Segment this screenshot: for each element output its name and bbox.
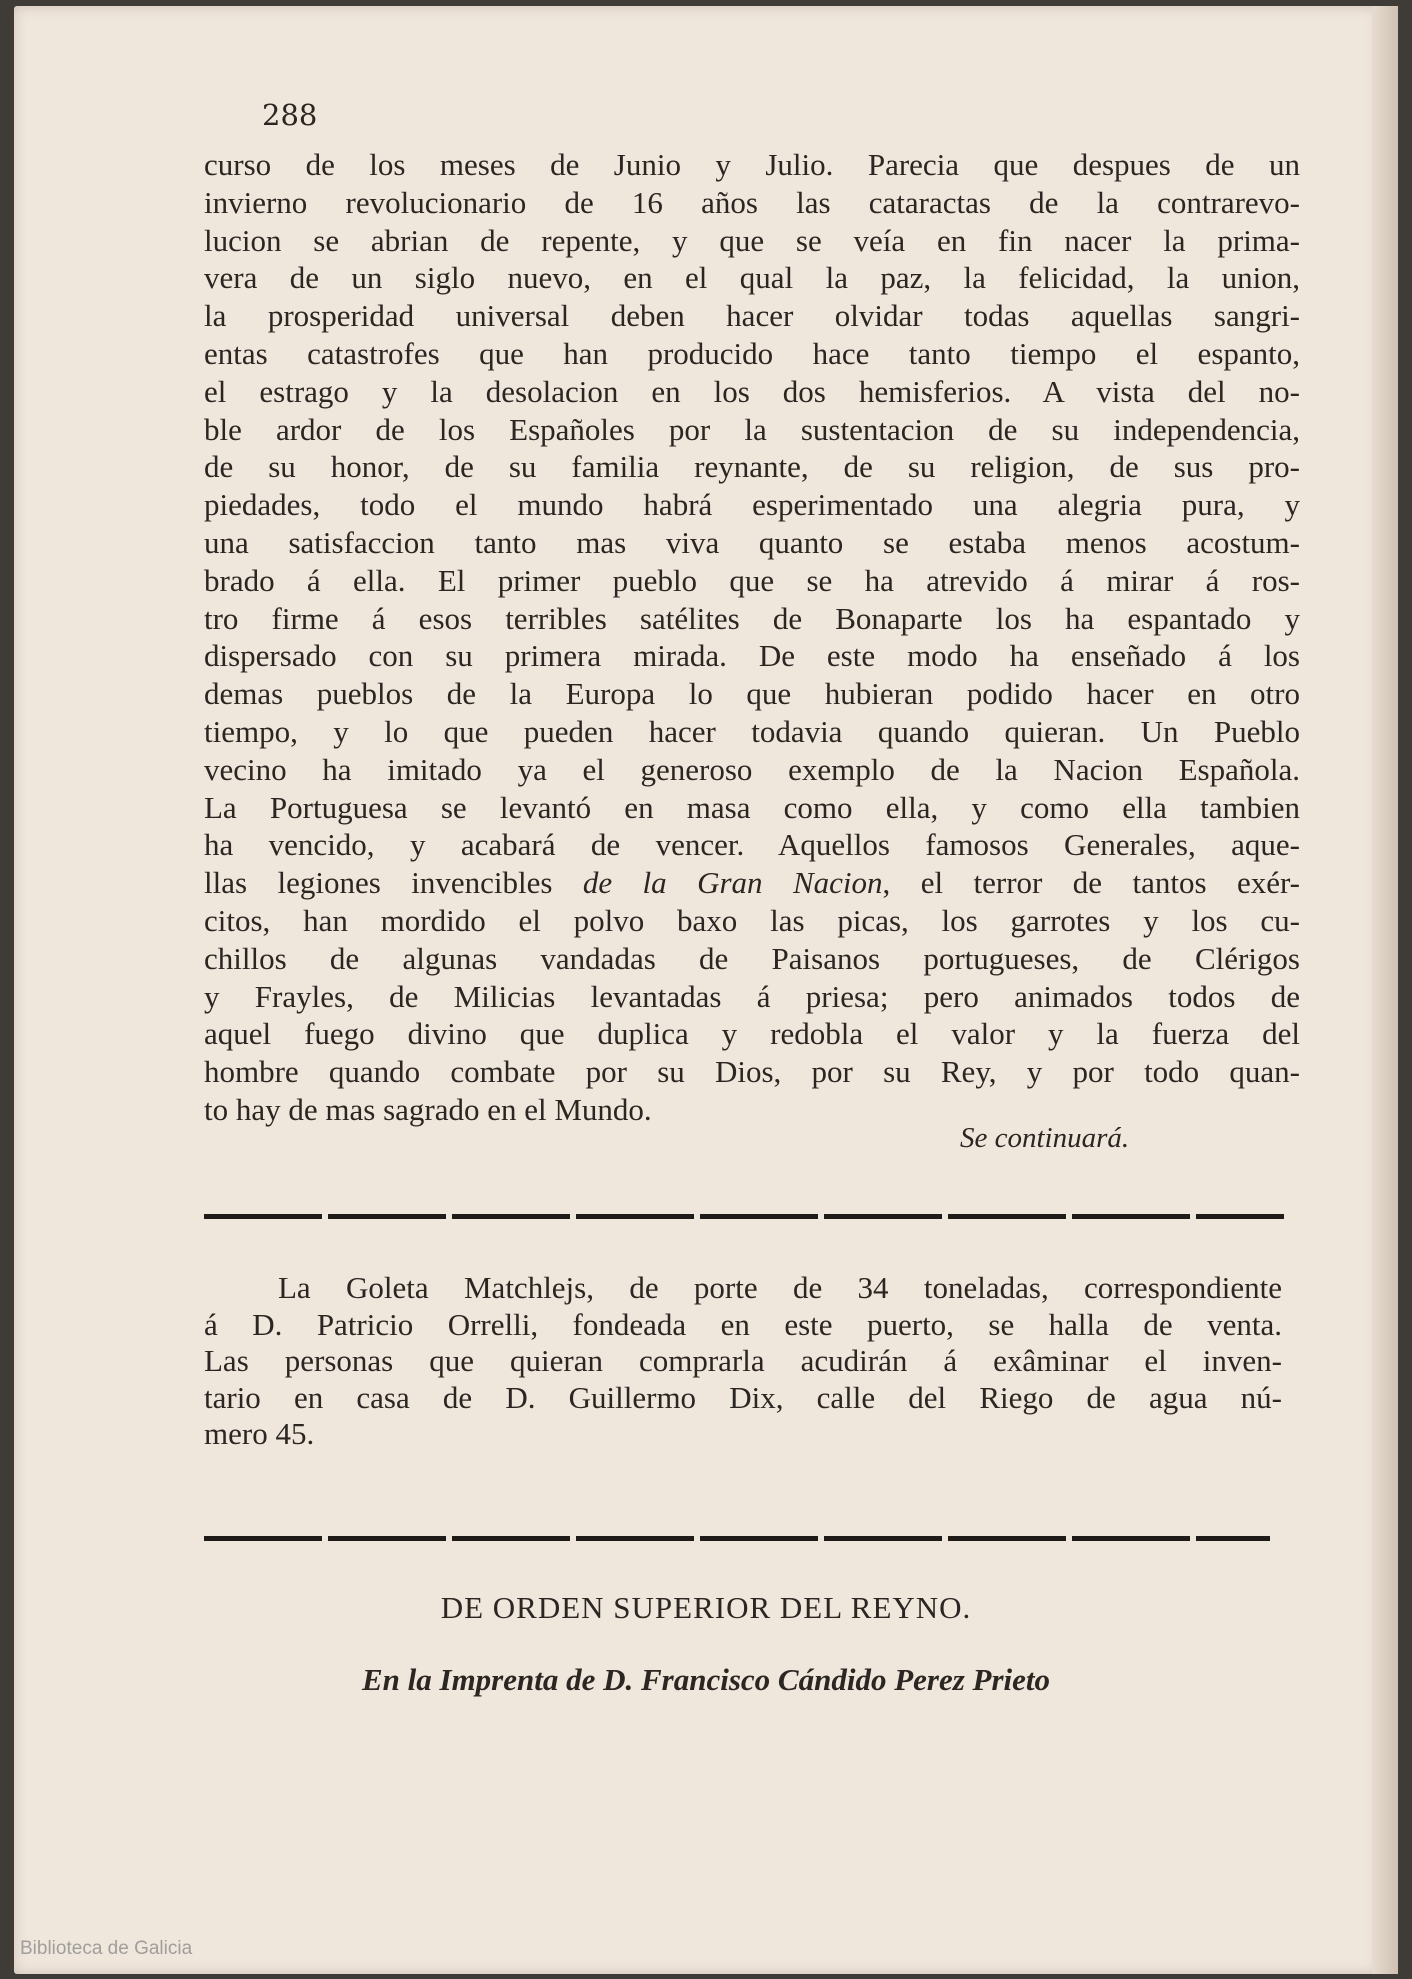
article-line: la prosperidad universal deben hacer olvidar todas aquellas sangri- <box>204 298 1300 334</box>
library-watermark: Biblioteca de Galicia <box>20 1938 193 1959</box>
article-line: y Frayles, de Milicias levantadas á priesa; pero animados todos de <box>204 978 1300 1014</box>
section-divider <box>204 1214 1284 1219</box>
article-line: vecino ha imitado ya el generoso exemplo de la Nacion Española. <box>204 751 1300 787</box>
article-line: to hay de mas sagrado en el Mundo. <box>204 1091 652 1127</box>
article-line: ha vencido, y acabará de vencer. Aquellos famosos Generales, aque- <box>204 827 1300 863</box>
continuation-note: Se continuará. <box>960 1122 1130 1154</box>
article-line: lucion se abrian de repente, y que se veía en fin nacer la prima- <box>204 222 1300 258</box>
article-body <box>204 146 1300 1129</box>
article-line: piedades, todo el mundo habrá esperimentado una alegria pura, y <box>204 487 1300 523</box>
notice-line: Las personas que quieran comprarla acudirán á exâminar el inven- <box>204 1343 1282 1378</box>
article-line: La Portuguesa se levantó en masa como ella, y como ella tambien <box>204 789 1300 825</box>
article-line: curso de los meses de Junio y Julio. Parecia que despues de un <box>204 147 1300 182</box>
imprint-line: En la Imprenta de D. Francisco Cándido Perez Prieto <box>361 1662 1051 1697</box>
article-line: aquel fuego divino que duplica y redobla el valor y la fuerza del <box>204 1016 1300 1052</box>
article-line: tro firme á esos terribles satélites de Bonaparte los ha espantado y <box>204 600 1300 636</box>
article-line: de su honor, de su familia reynante, de su religion, de sus pro- <box>204 449 1300 485</box>
article-line: vera de un siglo nuevo, en el qual la paz, la felicidad, la union, <box>204 260 1300 296</box>
italic-phrase: de la Gran Nacion <box>582 865 883 901</box>
order-heading: DE ORDEN SUPERIOR DEL REYNO. <box>440 1590 972 1625</box>
section-divider <box>204 1536 1270 1541</box>
article-line: una satisfaccion tanto mas viva quanto se estaba menos acostum- <box>204 524 1300 560</box>
article-line: entas catastrofes que han producido hace tanto tiempo el espanto, <box>204 335 1300 371</box>
article-line: citos, han mordido el polvo baxo las picas, los garrotes y los cu- <box>204 902 1300 938</box>
article-line: el estrago y la desolacion en los dos hemisferios. A vista del no- <box>204 373 1300 409</box>
article-line: hombre quando combate por su Dios, por su Rey, y por todo quan- <box>204 1054 1300 1090</box>
notice-line: La Goleta Matchlejs, de porte de 34 toneladas, correspondiente <box>278 1270 1282 1305</box>
notice-line: tario en casa de D. Guillermo Dix, calle del Riego de agua nú- <box>204 1379 1282 1415</box>
article-line: tiempo, y lo que pueden hacer todavia quando quieran. Un Pueblo <box>204 713 1300 749</box>
notice-line: mero 45. <box>204 1416 315 1451</box>
article-line: ble ardor de los Españoles por la sustentacion de su independencia, <box>204 411 1300 447</box>
article-line: demas pueblos de la Europa lo que hubieran podido hacer en otro <box>204 676 1300 712</box>
article-line: brado á ella. El primer pueblo que se ha atrevido á mirar á ros- <box>204 562 1300 598</box>
article-line: llas legiones invencibles de la Gran Nacion, el terror de tantos exér- <box>204 865 1300 901</box>
sale-notice <box>204 1270 1282 1453</box>
article-line: chillos de algunas vandadas de Paisanos portugueses, de Clérigos <box>204 940 1300 976</box>
notice-line: á D. Patricio Orrelli, fondeada en este puerto, se halla de venta. <box>204 1306 1282 1342</box>
article-line: dispersado con su primera mirada. De este modo ha enseñado á los <box>204 638 1300 674</box>
page-number: 288 <box>262 98 318 132</box>
article-line: invierno revolucionario de 16 años las cataractas de la contrarevo- <box>204 184 1300 220</box>
